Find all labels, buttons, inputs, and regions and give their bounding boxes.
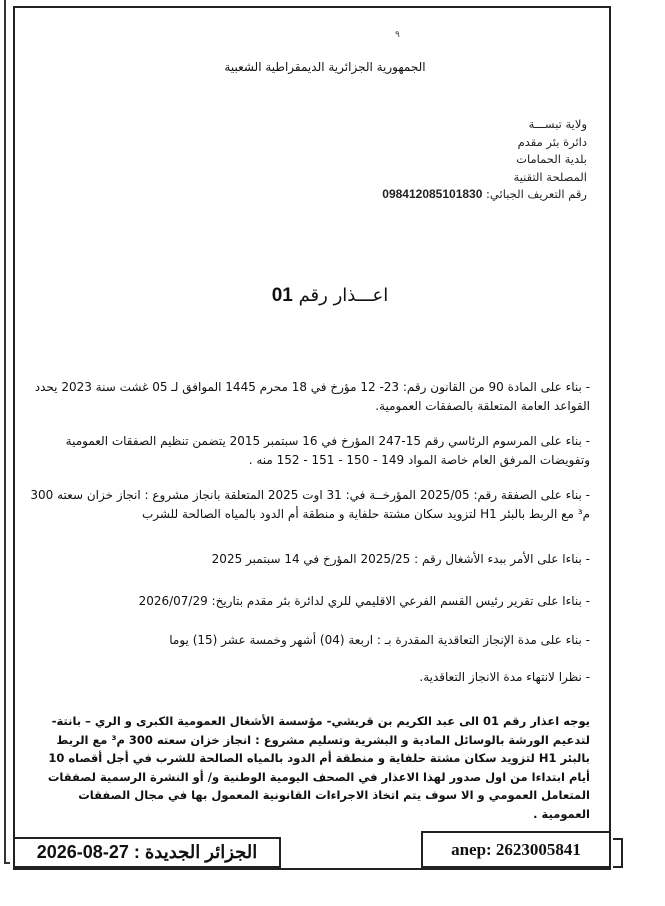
side-border-tick: [613, 838, 623, 868]
republic-header: الجمهورية الجزائرية الديمقراطية الشعبية: [224, 60, 426, 74]
notice-title-number: 01: [271, 285, 293, 306]
notice-title-text: اعـــذار رقم: [298, 285, 389, 306]
paragraph-start-order: - بناءا على الأمر ببدء الأشغال رقم : 2025/25 المؤرخ في 14 سبتمبر 2025: [211, 552, 590, 566]
service-line: المصلحة التقنية: [513, 169, 587, 184]
left-column-rule-foot: [4, 862, 10, 864]
nif-value: 098412085101830: [382, 187, 483, 201]
administration-block: [327, 116, 587, 204]
paragraph-report: - بناءا على تقرير رئيس القسم الفرعي الاقليمي للري لدائرة بئر مقدم بتاريخ: 2026/07/29: [138, 594, 590, 608]
left-column-rule: [4, 0, 6, 862]
commune-line: بلدية الحمامات: [516, 152, 587, 166]
paragraph-contract: - بناء على الصفقة رقم: 2025/05 المؤرخــة في: 31 اوت 2025 المتعلقة بانجاز مشروع : انجاز خزان سعته 300 م³ مع الربط بالبئر H1 لتزويد سكان مشتة حلفاية و منطقة أم الدود بالمياه الصالحة للشرب: [30, 488, 590, 521]
nif-line: [327, 186, 587, 204]
newspaper-date: الجزائر الجديدة : 27-08-2026: [13, 837, 281, 868]
wilaya-line: ولاية تبســـة: [528, 117, 587, 131]
anep-reference: anep: 2623005841: [421, 831, 611, 868]
daira-line: دائرة بئر مقدم: [517, 134, 587, 149]
nif-label: رقم التعريف الجبائي:: [486, 187, 587, 201]
paragraph-law: - بناء على المادة 90 من القانون رقم: 23- 12 مؤرخ في 18 محرم 1445 الموافق لـ 05 غشت سنة 2023 يحدد القواعد العامة المتعلقة بالصفقات العمومية.: [34, 380, 590, 413]
paragraph-decree: - بناء على المرسوم الرئاسي رقم 15-247 المؤرخ في 16 سبتمبر 2015 يتضمن تنظيم الصفقات العمومية وتفويضات المرفق العام خاصة المواد 149 - 150 - 151 - 152 منه .: [65, 434, 590, 467]
paragraph-duration: - بناء على مدة الإنجاز التعاقدية المقدرة بـ : اربعة (04) أشهر وخمسة عشر (15) يوما: [169, 633, 590, 647]
paragraph-expiry: - نظرا لانتهاء مدة الانجاز التعاقدية.: [419, 670, 590, 684]
paragraph-notice-body: يوجه اعذار رقم 01 الى عبد الكريم بن قريشي- مؤسسة الأشغال العمومية الكبرى و الري – بانتة- لتدعيم الورشة بالوسائل المادية و البشرية وتسليم مشروع : انجاز خزان سعته 300 م³ مع الربط بالبئر H1 لتزويد سكان مشتة حلفاية و منطقة أم الدود بالمياه الصالحة للشرب في أجل أقصاه 10 أيام ابتداءا من اول صدور لهذا الاعذار في الصحف اليومية الوطنية و/ أو النشرة الرسمية لصفقات المتعامل العمومي و الا سوف يتم اتخاذ الاجراءات القانونية المعمول بها في مجال الصفقات العمومية .: [47, 714, 590, 821]
page-mark: ٩: [395, 30, 400, 40]
notice-title: [150, 285, 510, 307]
